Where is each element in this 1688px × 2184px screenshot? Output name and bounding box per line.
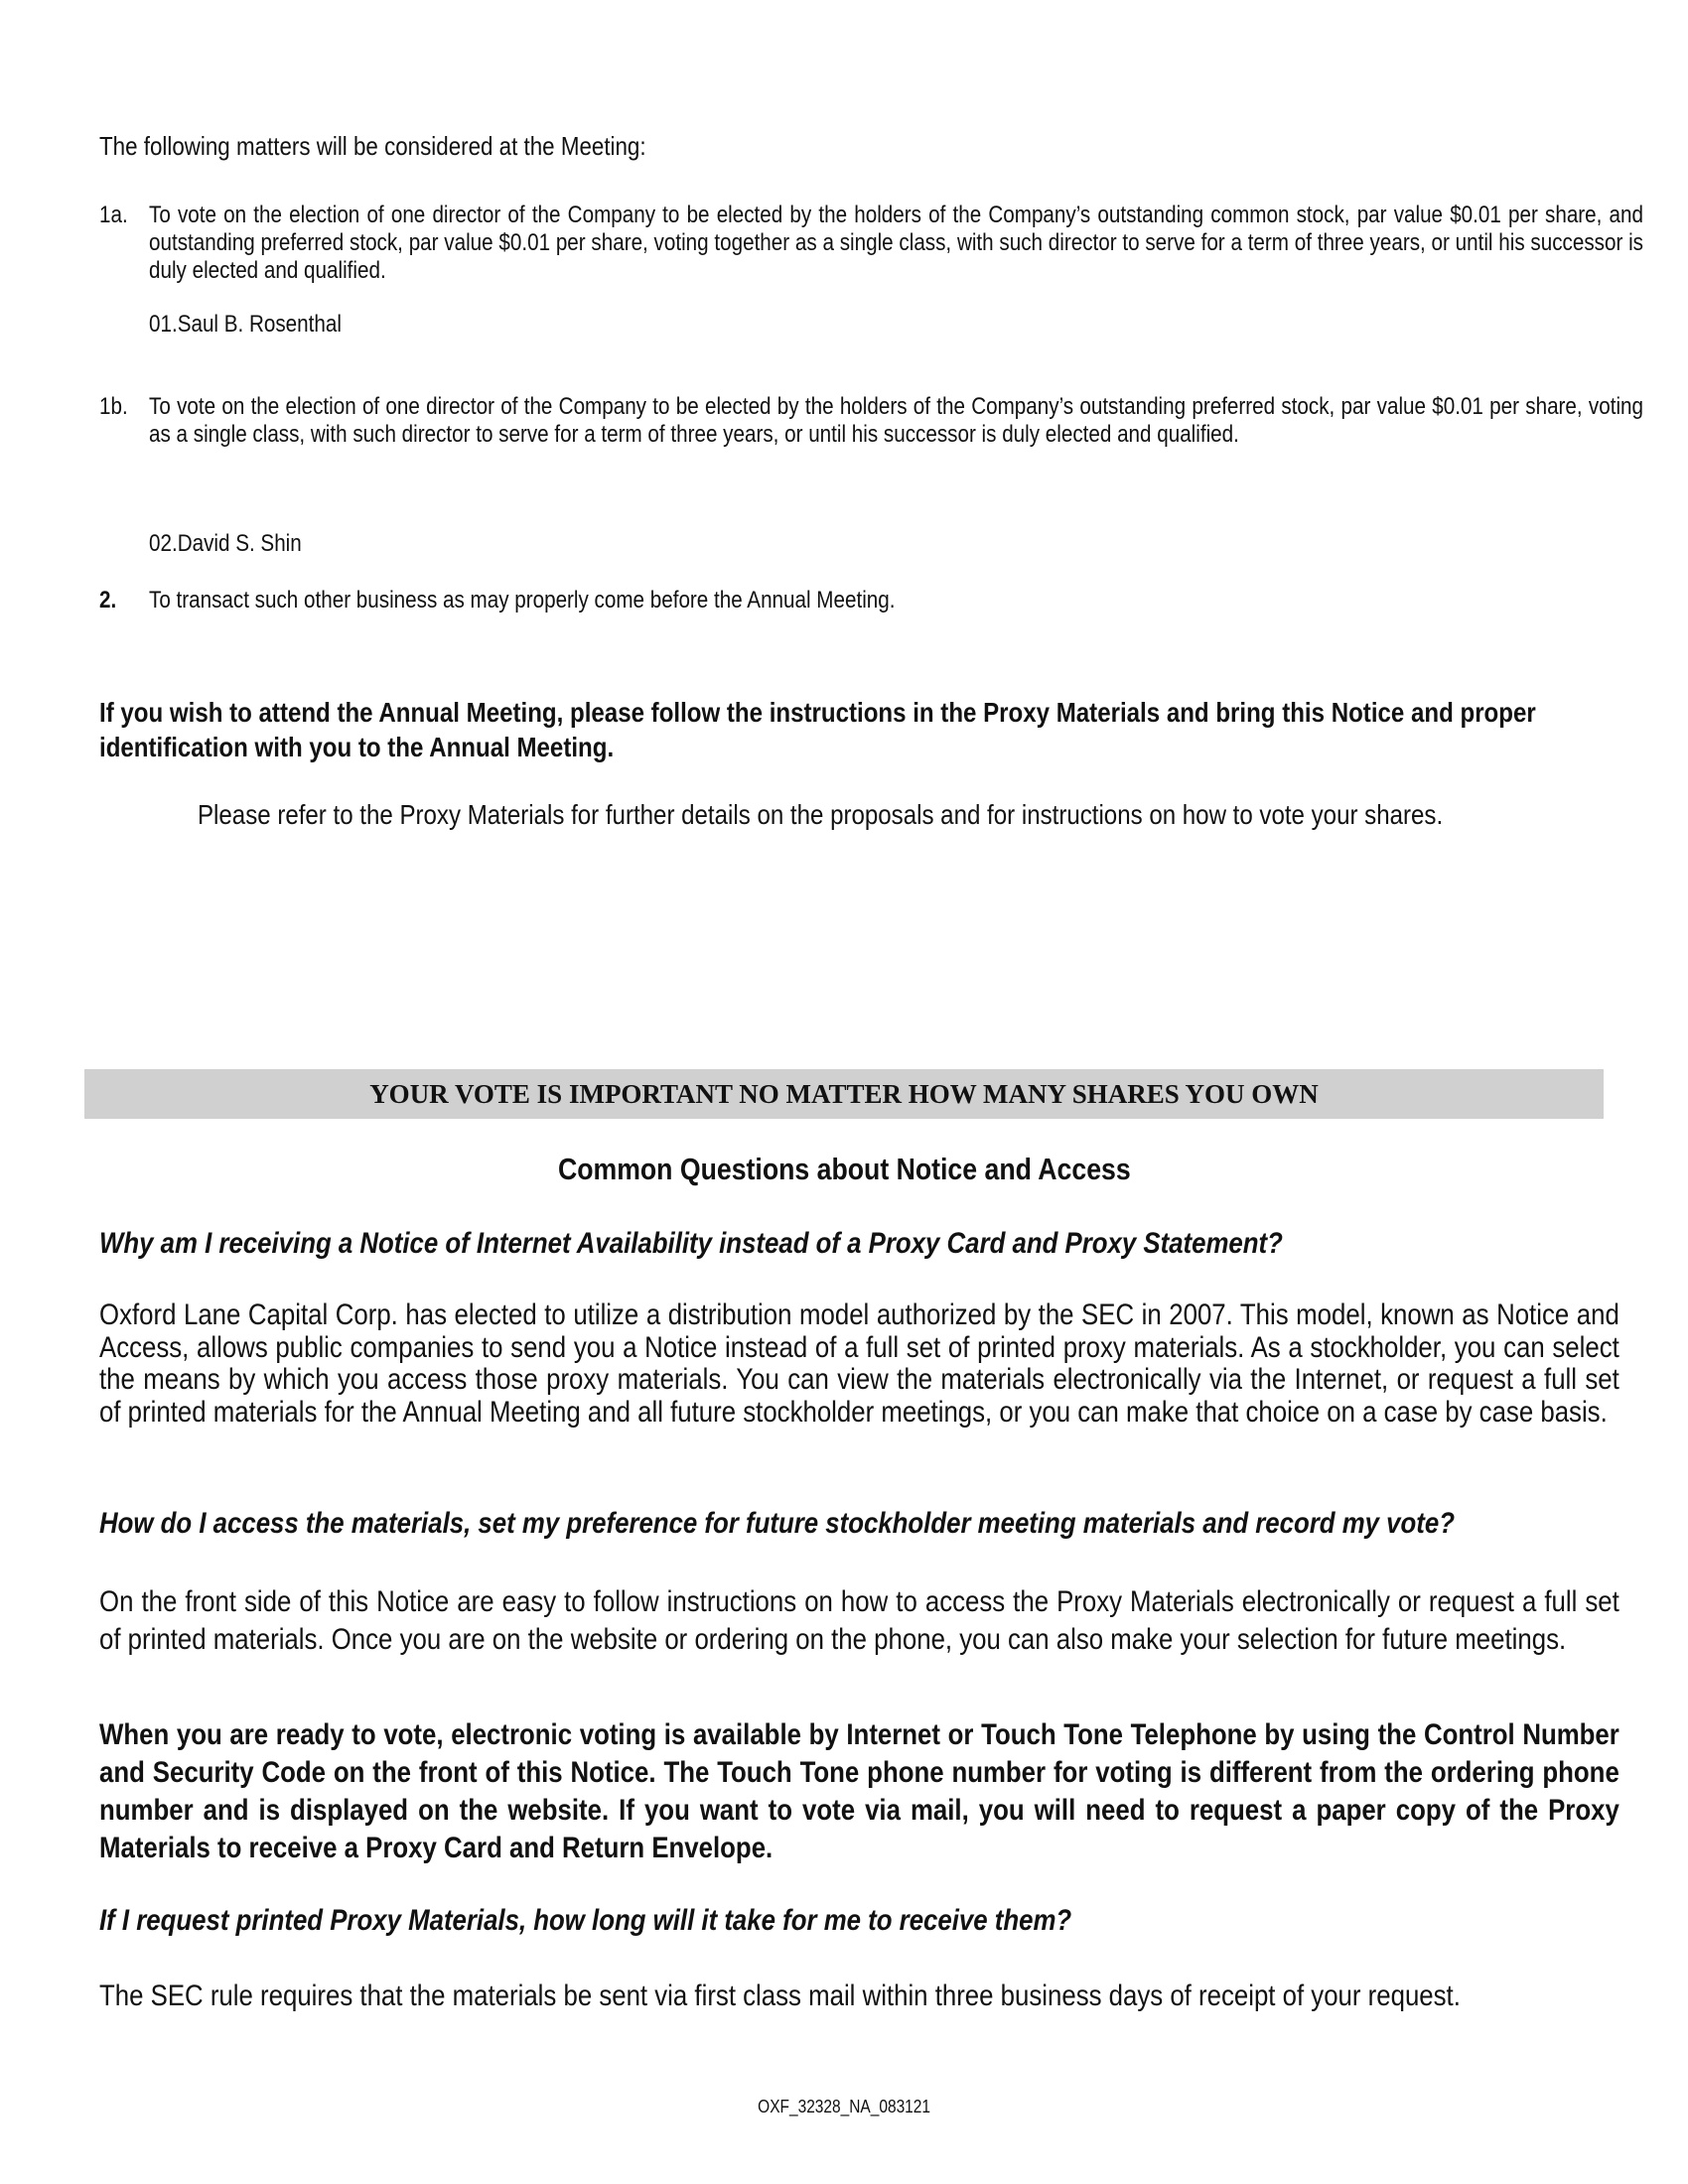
faq-title-text: Common Questions about Notice and Access (557, 1152, 1131, 1186)
vote-banner-text: YOUR VOTE IS IMPORTANT NO MATTER HOW MANY SHARES YOU OWN (369, 1078, 1319, 1109)
faq-answer-3: The SEC rule requires that the materials be sent via first class mail within three business days of receipt of your request. (99, 1979, 1461, 2012)
faq-question-1: Why am I receiving a Notice of Internet Availability instead of a Proxy Card and Proxy Statement? (99, 1227, 1283, 1260)
item-1b-text: To vote on the election of one director of the Company to be elected by the holders of the Company’s outstanding preferred stock, par value $0.01 per share, voting as a single class, with such director to serve for a term of three years, or until his successor is duly elected and qualified. (149, 393, 1643, 448)
item-2-text: To transact such other business as may properly come before the Annual Meeting. (149, 587, 896, 614)
faq-question-2: How do I access the materials, set my preference for future stockholder meeting materials and record my vote? (99, 1507, 1455, 1540)
item-1b-number: 1b. (99, 393, 128, 420)
attend-notice: If you wish to attend the Annual Meeting, please follow the instructions in the Proxy Materials and bring this Notice and proper identification with you to the Annual Meeting. (99, 697, 1536, 762)
matters-intro: The following matters will be considered at the Meeting: (99, 131, 646, 161)
nominee-2: 02.David S. Shin (149, 530, 302, 557)
vote-banner (84, 1069, 1604, 1119)
document-code (0, 2097, 1688, 2117)
faq-answer-2: On the front side of this Notice are easy to follow instructions on how to access the Proxy Materials electronically or request a full set of printed materials. Once you are on the website or ordering on the phone, you can also make your selection for future meetings. (99, 1585, 1619, 1656)
item-1a-text: To vote on the election of one director of the Company to be elected by the holders of the Company’s outstanding common stock, par value $0.01 per share, and outstanding preferred stock, par value $0.01 per share, voting together as a single class, with such director to serve for a term of three years, or until his successor is duly elected and qualified. (149, 202, 1643, 284)
document-code-text: OXF_32328_NA_083121 (758, 2097, 930, 2116)
nominee-1: 01.Saul B. Rosenthal (149, 311, 342, 338)
item-2-number: 2. (99, 587, 117, 614)
faq-voting-note: When you are ready to vote, electronic voting is available by Internet or Touch Tone Telephone by using the Control Number and Security Code on the front of this Notice. The Touch Tone phone number for voting is different from the ordering phone number and is displayed on the website. If you want to vote via mail, you will need to request a paper copy of the Proxy Materials to receive a Proxy Card and Return Envelope. (99, 1718, 1619, 1864)
item-1a-number: 1a. (99, 202, 128, 228)
faq-question-3: If I request printed Proxy Materials, how long will it take for me to receive them? (99, 1904, 1072, 1937)
faq-title (0, 1152, 1688, 1187)
refer-notice: Please refer to the Proxy Materials for further details on the proposals and for instructions on how to vote your shares. (198, 799, 1444, 830)
faq-answer-1: Oxford Lane Capital Corp. has elected to utilize a distribution model authorized by the SEC in 2007. This model, known as Notice and Access, allows public companies to send you a Notice instead of a full set of printed proxy materials. As a stockholder, you can select the means by which you access those proxy materials. You can view the materials electronically via the Internet, or request a full set of printed materials for the Annual Meeting and all future stockholder meetings, or you can make that choice on a case by case basis. (99, 1298, 1619, 1429)
